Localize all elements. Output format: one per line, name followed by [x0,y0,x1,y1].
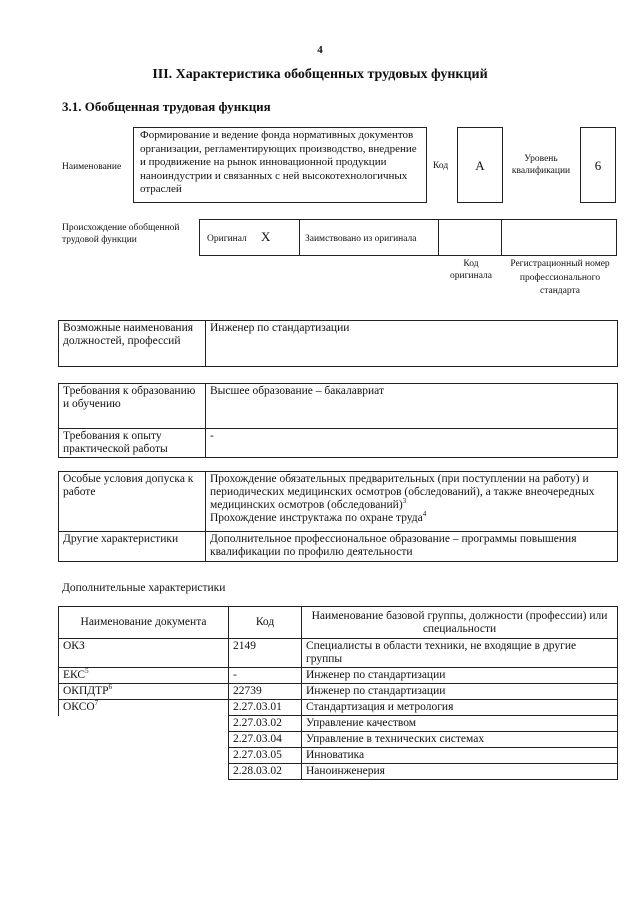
eks-code: - [229,668,302,684]
eks-name: Инженер по стандартизации [302,668,618,684]
name-label: Наименование [62,162,122,172]
page-number: 4 [317,44,323,56]
eks-doc: ЕКС [63,669,86,681]
education-label: Требования к образованию и обучению [59,384,206,429]
additional-table [58,606,618,780]
requirements-table [58,383,618,458]
footnote-7: 7 [94,699,99,708]
okso-code: 2.27.03.02 [229,716,302,732]
table-row [59,668,618,684]
okso-code: 2.27.03.04 [229,732,302,748]
okso-name: Инноватика [302,748,618,764]
okpdtr-doc-cell [59,684,229,700]
okso-code: 2.27.03.01 [229,700,302,716]
special-value-text: Прохождение обязательных предварительных (при поступлении на работу) и периодических медицинских осмотров (обследований), а также внеочередных медицинских осмотров (обследований) [210,473,595,511]
okso-name: Управление в технических системах [302,732,618,748]
special-label: Особые условия допуска к работе [59,472,206,532]
okso-code: 2.28.03.02 [229,764,302,780]
footnote-6: 6 [108,683,113,692]
table-row [59,732,618,748]
special-value-text-2: Прохождение инструктажа по охране труда [210,512,423,524]
okz-name: Специалисты в области техники, не входящие в другие группы [302,639,618,668]
table-row [59,716,618,732]
table-row [59,748,618,764]
positions-table [58,320,618,367]
okso-name: Управление качеством [302,716,618,732]
okpdtr-code: 22739 [229,684,302,700]
table-row [59,684,618,700]
okso-code: 2.27.03.05 [229,748,302,764]
original-code-label: Код оригинала [450,259,492,281]
col-code-header: Код [229,607,302,639]
reg-number-label: Регистрационный номер профессионального стандарта [510,259,610,296]
education-value: Высшее образование – бакалавриат [206,384,618,429]
origin-divider-2 [438,219,439,256]
footnote-5: 5 [85,667,89,676]
col-doc-header: Наименование документа [59,607,229,639]
origin-label: Происхождение обобщенной трудовой функции [62,223,180,245]
level-label: Уровень квалификации [511,154,571,176]
function-name-value: Формирование и ведение фонда нормативных документов организации, регламентирующих производство, внедрение и продвижение на рынок инновационной продукции наноиндустрии и связанных с ней высокотехнологичных отраслей [133,127,427,203]
original-label: Оригинал [207,234,247,244]
experience-value: - [206,429,618,458]
okpdtr-name: Инженер по стандартизации [302,684,618,700]
code-value: A [457,127,503,203]
other-label: Другие характеристики [59,532,206,562]
origin-divider-1 [299,219,300,256]
okso-name: Наноинженерия [302,764,618,780]
code-label: Код [433,161,449,171]
okz-doc: ОКЗ [59,639,229,668]
okso-name: Стандартизация и метрология [302,700,618,716]
positions-label: Возможные наименования должностей, профессий [59,321,206,367]
section-title: III. Характеристика обобщенных трудовых функций [152,67,488,82]
table-row [59,764,618,780]
eks-doc-cell [59,668,229,684]
additional-heading: Дополнительные характеристики [62,582,226,594]
borrowed-label: Заимствовано из оригинала [305,234,417,244]
okz-code: 2149 [229,639,302,668]
original-mark: X [261,229,271,244]
col-name-header: Наименование базовой группы, должности (профессии) или специальности [302,607,618,639]
experience-label: Требования к опыту практической работы [59,429,206,458]
positions-value: Инженер по стандартизации [206,321,618,367]
okso-doc-cell [59,700,229,716]
footnote-4: 4 [422,510,427,519]
origin-divider-3 [501,219,502,256]
footnote-3: 3 [402,497,407,506]
table-row [59,639,618,668]
other-value: Дополнительное профессиональное образование – программы повышения квалификации по профилю деятельности [206,532,618,562]
subsection-title: 3.1. Обобщенная трудовая функция [62,99,271,114]
special-value [206,472,618,532]
okso-doc: ОКСО [63,701,95,713]
table-row [59,700,618,716]
conditions-table [58,471,618,562]
okpdtr-doc: ОКПДТР [63,685,109,697]
level-value: 6 [580,127,616,203]
